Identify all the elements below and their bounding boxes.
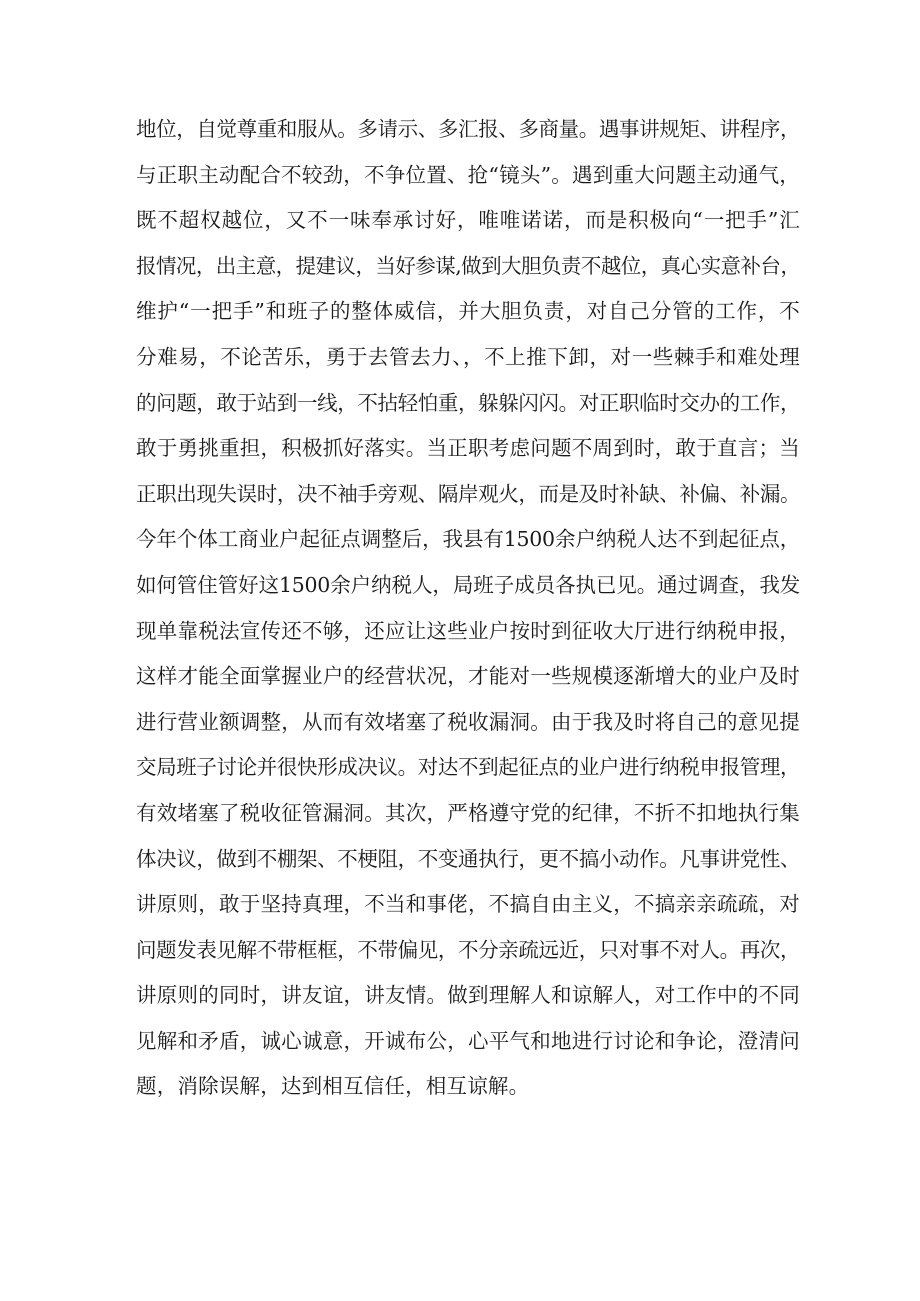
text-line: 维护“一把手”和班子的整体威信，并大胆负责，对自己分管的工作，不 bbox=[136, 299, 800, 324]
text-line: 报情况，出主意，提建议，当好参谋,做到大胆负责不越位，真心实意补台， bbox=[136, 253, 801, 278]
text-line: 这样才能全面掌握业户的经营状况，才能对一些规模逐渐增大的业户及时 bbox=[136, 664, 800, 689]
text-line: 正职出现失误时，决不袖手旁观、隔岸观火，而是及时补缺、补偏、补漏。 bbox=[136, 481, 800, 506]
text-line: 分难易，不论苦乐，勇于去管去力、，不上推下卸，对一些棘手和难处理 bbox=[136, 344, 800, 369]
text-line: 地位，自觉尊重和服从。多请示、多汇报、多商量。遇事讲规矩、讲程序， bbox=[136, 117, 800, 141]
text-line: 如何管住管好这1500余户纳税人，局班子成员各执已见。通过调查，我发 bbox=[136, 572, 800, 597]
text-line: 见解和矛盾，诚心诚意，开诚布公，心平气和地进行讨论和争论，澄清问 bbox=[136, 1028, 800, 1053]
text-line: 讲原则的同时，讲友谊，讲友情。做到理解人和谅解人，对工作中的不同 bbox=[136, 983, 800, 1008]
text-line: 的问题，敢于站到一线，不拈轻怕重，躲躲闪闪。对正职临时交办的工作， bbox=[136, 390, 800, 415]
text-line: 讲原则，敢于坚持真理，不当和事佬，不搞自由主义，不搞亲亲疏疏，对 bbox=[136, 892, 800, 917]
text-line: 有效堵塞了税收征管漏洞。其次，严格遵守党的纪律，不折不扣地执行集 bbox=[136, 800, 800, 825]
text-line: 现单靠税法宣传还不够，还应让这些业户按时到征收大厅进行纳税申报， bbox=[136, 618, 800, 643]
text-line: 进行营业额调整，从而有效堵塞了税收漏洞。由于我及时将自己的意见提 bbox=[136, 709, 800, 734]
text-line: 题，消除误解，达到相互信任，相互谅解。 bbox=[136, 1074, 530, 1099]
text-line: 体决议，做到不棚架、不梗阻，不变通执行，更不搞小动作。凡事讲党性、 bbox=[136, 846, 800, 871]
text-line: 与正职主动配合不较劲，不争位置、抢“镜头”。遇到重大问题主动通气， bbox=[136, 162, 800, 187]
text-line: 问题发表见解不带框框，不带偏见，不分亲疏远近，只对事不对人。再次， bbox=[136, 937, 800, 962]
text-line: 今年个体工商业户起征点调整后，我县有1500余户纳税人达不到起征点， bbox=[136, 527, 800, 552]
text-line: 既不超权越位，又不一味奉承讨好，唯唯诺诺，而是积极向“一把手”汇 bbox=[136, 208, 800, 233]
text-line: 交局班子讨论并很快形成决议。对达不到起征点的业户进行纳税申报管理， bbox=[136, 755, 800, 780]
body-paragraph bbox=[136, 107, 800, 1110]
text-line: 敢于勇挑重担，积极抓好落实。当正职考虑问题不周到时，敢于直言；当 bbox=[136, 436, 800, 461]
